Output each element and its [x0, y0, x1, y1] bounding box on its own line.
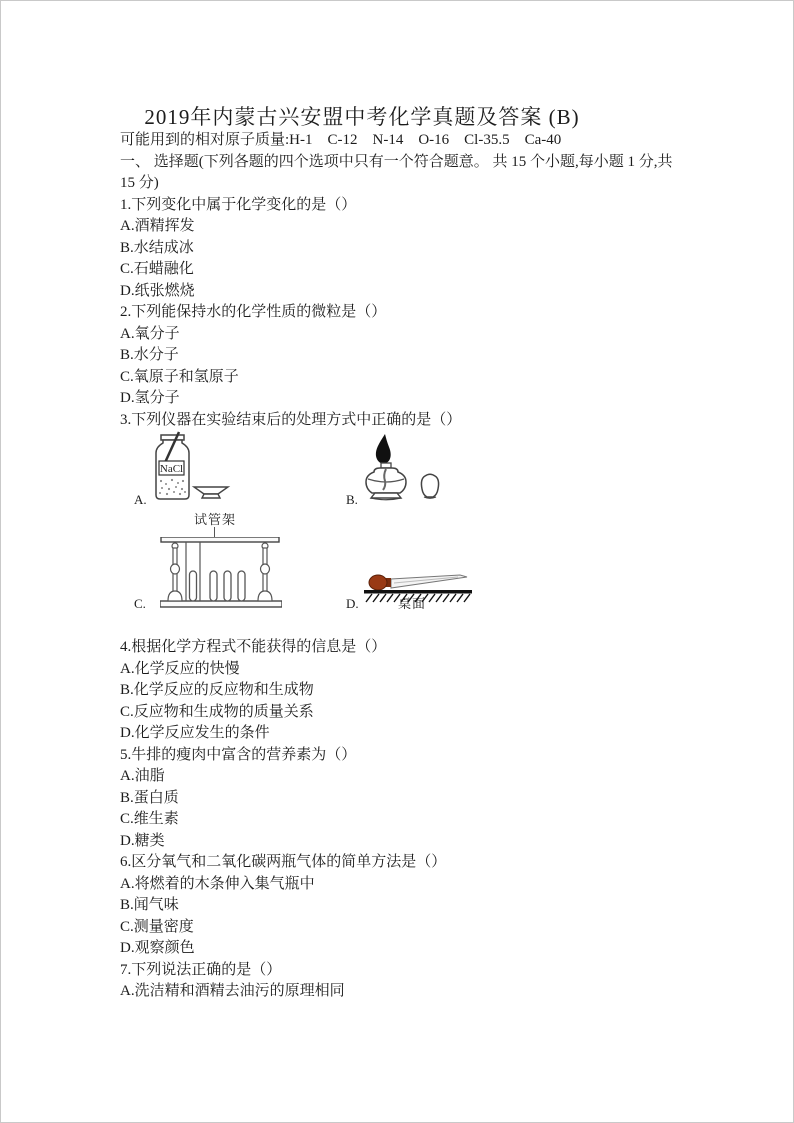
question-3-figures [120, 431, 680, 637]
option-b: B.闻气味 [120, 897, 179, 913]
reagent-bottle-figure [148, 431, 234, 505]
bottle-label-text: NaCl [159, 463, 184, 475]
desk-edge [364, 590, 472, 594]
lamp-base [371, 493, 401, 498]
question-stem: 4.根据化学方程式不能获得的信息是（） [120, 639, 387, 655]
figure-c-label: C. [134, 596, 146, 611]
option-c: C.反应物和生成物的质量关系 [120, 703, 314, 720]
question-6 [120, 852, 680, 960]
option-c: C.石蜡融化 [120, 261, 194, 277]
question-stem: 3.下列仪器在实验结束后的处理方式中正确的是（） [120, 411, 462, 428]
option-a: A.将燃着的木条伸入集气瓶中 [120, 875, 315, 892]
watch-glass [194, 487, 228, 498]
question-2 [120, 302, 680, 410]
atomic-masses-line: 可能用到的相对原子质量:H-1 C-12 N-14 O-16 Cl-35.5 Ca-40 [120, 132, 562, 148]
question-5 [120, 745, 680, 853]
rack-caption: 试管架 [194, 512, 237, 527]
question-stem: 5.牛排的瘦肉中富含的营养素为（） [120, 746, 357, 763]
desk-caption: 桌面 [398, 596, 427, 611]
rack-right-post [258, 543, 272, 601]
inverted-test-tubes [190, 571, 246, 601]
option-a: A.氧分子 [120, 325, 180, 342]
option-b: B.水结成冰 [120, 239, 194, 256]
page-title: 2019年内蒙古兴安盟中考化学真题及答案 (B) [144, 105, 580, 129]
rack-left-post [168, 543, 182, 601]
dropper-rubber-bulb [369, 575, 387, 590]
option-d: D.化学反应发生的条件 [120, 725, 270, 741]
question-stem: 2.下列能保持水的化学性质的微粒是（） [120, 304, 387, 320]
lamp-cap [421, 474, 438, 498]
question-stem: 7.下列说法正确的是（） [120, 961, 282, 978]
question-7 [120, 960, 680, 1003]
rack-top-bar [161, 537, 279, 542]
option-d: D.糖类 [120, 832, 165, 849]
question-stem: 1.下列变化中属于化学变化的是（） [120, 196, 357, 213]
option-a: A.洗洁精和酒精去油污的原理相同 [120, 983, 345, 999]
question-stem: 6.区分氧气和二氧化碳两瓶气体的简单方法是（） [120, 854, 447, 870]
question-3 [120, 410, 680, 638]
option-d: D.氢分子 [120, 390, 180, 406]
section-heading: 一、 选择题(下列各题的四个选项中只有一个符合题意。 共 15 个小题,每小题 1 分,共 15 分) [120, 153, 673, 191]
option-a: A.酒精挥发 [120, 218, 195, 234]
option-c: C.氧原子和氢原子 [120, 368, 239, 385]
option-c: C.测量密度 [120, 918, 194, 935]
figure-a-label: A. [134, 492, 147, 507]
exam-content [120, 1, 680, 1003]
option-c: C.维生素 [120, 811, 179, 827]
option-b: B.化学反应的反应物和生成物 [120, 682, 314, 698]
question-4 [120, 637, 680, 745]
question-1 [120, 195, 680, 303]
figure-b-label: B. [346, 492, 358, 507]
option-a: A.油脂 [120, 768, 165, 784]
option-d: D.观察颜色 [120, 940, 195, 956]
option-b: B.水分子 [120, 347, 179, 363]
option-b: B.蛋白质 [120, 789, 179, 806]
option-d: D.纸张燃烧 [120, 282, 195, 299]
test-tube-rack-figure [160, 537, 282, 609]
flame [376, 434, 391, 464]
alcohol-lamp-figure [358, 433, 448, 503]
rack-bottom-bar [160, 601, 282, 607]
option-a: A.化学反应的快慢 [120, 660, 240, 677]
figure-d-label: D. [346, 596, 359, 611]
